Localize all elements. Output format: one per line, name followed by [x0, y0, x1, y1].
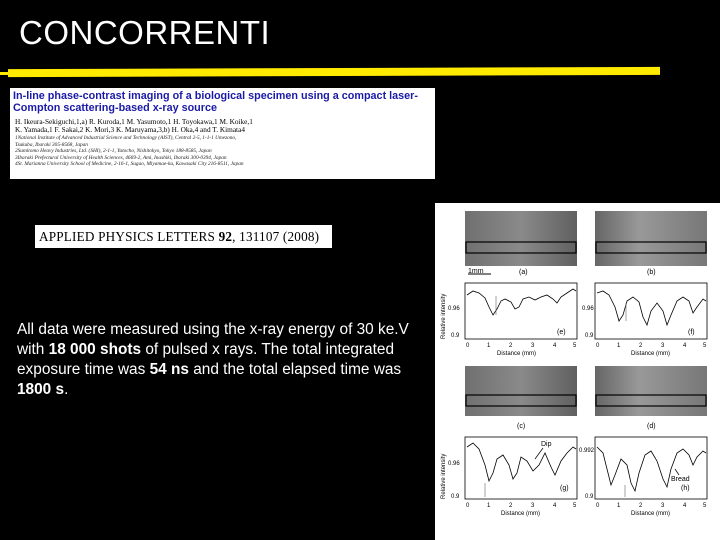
plot-e-tick-09: 0.9 — [451, 333, 460, 339]
journal-ref: , 131107 (2008) — [232, 229, 320, 244]
plot-e-xtick-1: 1 — [487, 343, 491, 349]
plot-h-xtick-3: 3 — [661, 503, 665, 509]
panel-label-b: (b) — [647, 269, 656, 276]
plot-g-tick-096: 0.96 — [448, 461, 460, 467]
panel-label-d: (d) — [647, 423, 656, 430]
plot-h-line — [597, 447, 706, 491]
title-underline-tick — [0, 72, 20, 75]
plot-g-tick-09: 0.9 — [451, 494, 460, 500]
plot-h-xtick-0: 0 — [596, 503, 600, 509]
plot-g-line — [467, 443, 576, 481]
paper-affiliation-3: 2Sumitomo Heavy Industries, Ltd. (SHI), 2-1-1, Yatocho, Nishitokyo, Tokyo 188-8585, Japan — [15, 148, 212, 154]
plot-g-xtick-4: 4 — [553, 503, 557, 509]
image-panel-b — [595, 211, 707, 266]
paper-affiliation-4: 3Ibaraki Prefectural University of Health Sciences, 4669-2, Ami, Inashiki, Ibaraki 300-0394, Japan — [15, 154, 227, 161]
plot-g — [441, 437, 577, 517]
body-bold-exposure: 54 ns — [149, 361, 189, 378]
plot-e-xtick-5: 5 — [573, 343, 577, 349]
plot-h-xlabel: Distance (mm) — [631, 511, 671, 517]
plot-g-xlabel: Distance (mm) — [501, 511, 541, 517]
plot-g-xtick-2: 2 — [509, 503, 513, 509]
body-bold-elapsed: 1800 s — [17, 381, 65, 398]
annotation-dip: Dip — [541, 441, 552, 448]
plot-f — [582, 283, 707, 357]
paper-authors — [15, 118, 253, 135]
journal-name: APPLIED PHYSICS LETTERS — [39, 229, 216, 244]
plot-h-xtick-1: 1 — [617, 503, 621, 509]
panel-label-g: (g) — [560, 485, 569, 492]
paper-title: In-line phase-contrast imaging of a biological specimen using a compact laser-Compton scattering-based x-ray source — [13, 90, 418, 114]
plot-e-xtick-3: 3 — [531, 343, 535, 349]
plot-f-line — [597, 291, 706, 325]
panel-label-e: (e) — [557, 329, 566, 336]
plot-g-xtick-3: 3 — [531, 503, 535, 509]
scale-bar-label: 1mm — [468, 268, 484, 275]
body-text-4: . — [64, 381, 69, 398]
journal-citation-text — [39, 229, 319, 245]
journal-volume: 92 — [218, 229, 233, 244]
annotation-bread: Bread — [671, 476, 690, 483]
paper-affiliation-5: 4St. Marianna University School of Medicine, 2-16-1, Sugao, Miyamae-ku, Kawasaki City 216-8511, Japan — [15, 161, 244, 167]
paper-affiliations — [15, 135, 244, 168]
paper-authors-line2: K. Yamada,1 F. Sakai,2 K. Mori,3 K. Maruyama,3,b) H. Oka,4 and T. Kimata4 — [15, 125, 245, 135]
plot-g-xtick-1: 1 — [487, 503, 491, 509]
plot-e-xtick-2: 2 — [509, 343, 513, 349]
body-text-2: of pulsed x rays. The total integrated exposure time was — [17, 341, 395, 378]
phase-contrast-figure — [435, 203, 720, 540]
image-panel-a — [465, 211, 577, 266]
plot-e-xtick-0: 0 — [466, 343, 470, 349]
plot-f-xtick-3: 3 — [661, 343, 665, 349]
title-underline — [8, 67, 660, 77]
plot-e-xlabel: Distance (mm) — [497, 351, 537, 357]
plot-h-xtick-4: 4 — [683, 503, 687, 509]
image-panel-c — [465, 366, 577, 416]
plot-g-ylabel: Relative intensity — [441, 453, 447, 499]
plot-g-xtick-0: 0 — [466, 503, 470, 509]
plot-e-tick-096: 0.96 — [448, 306, 460, 312]
plot-f-xlabel: Distance (mm) — [631, 351, 671, 357]
slide-title: CONCORRENTI — [19, 14, 271, 51]
plot-f-xtick-1: 1 — [617, 343, 621, 349]
figure-svg — [435, 203, 720, 540]
plot-e-ylabel: Relative intensity — [441, 293, 447, 339]
plot-h-xtick-2: 2 — [639, 503, 643, 509]
plot-h-tick-0992: 0.992 — [579, 448, 595, 454]
paper-affiliation-2: Tsukuba, Ibaraki 305-8568, Japan — [15, 141, 88, 148]
plot-f-xtick-4: 4 — [683, 343, 687, 349]
paper-authors-line1: H. Ikeura-Sekiguchi,1,a) R. Kuroda,1 M. Yasumoto,1 H. Toyokawa,1 M. Koike,1 — [15, 117, 253, 126]
plot-f-xtick-2: 2 — [639, 343, 643, 349]
panel-label-a: (a) — [519, 269, 528, 276]
plot-f-xtick-5: 5 — [703, 343, 707, 349]
plot-h-xtick-5: 5 — [703, 503, 707, 509]
body-text-1: All data were measured using the x-ray energy of 30 ke.V with — [17, 321, 409, 358]
image-panel-d — [595, 366, 707, 416]
plot-f-xtick-0: 0 — [596, 343, 600, 349]
body-bold-shots: 18 000 shots — [48, 341, 142, 358]
plot-e — [441, 283, 577, 357]
plot-f-tick-096: 0.96 — [582, 306, 594, 312]
paper-header-snippet — [10, 88, 435, 179]
body-text-3: and the total elapsed time was — [188, 361, 402, 378]
journal-citation — [35, 225, 332, 248]
plot-g-xtick-5: 5 — [573, 503, 577, 509]
plot-e-xtick-4: 4 — [553, 343, 557, 349]
measurement-description — [17, 320, 427, 400]
plot-e-line — [467, 289, 576, 315]
panel-label-c: (c) — [517, 423, 526, 430]
panel-label-f: (f) — [688, 329, 695, 336]
panel-label-h: (h) — [681, 485, 690, 492]
paper-affiliation-1: 1National Institute of Advanced Industrial Science and Technology (AIST), Central 2-5, 1-1-1 Umezono, — [15, 135, 237, 141]
plot-h — [579, 437, 707, 517]
plot-f-tick-09: 0.9 — [585, 333, 594, 339]
plot-h-tick-09: 0.9 — [585, 494, 594, 500]
